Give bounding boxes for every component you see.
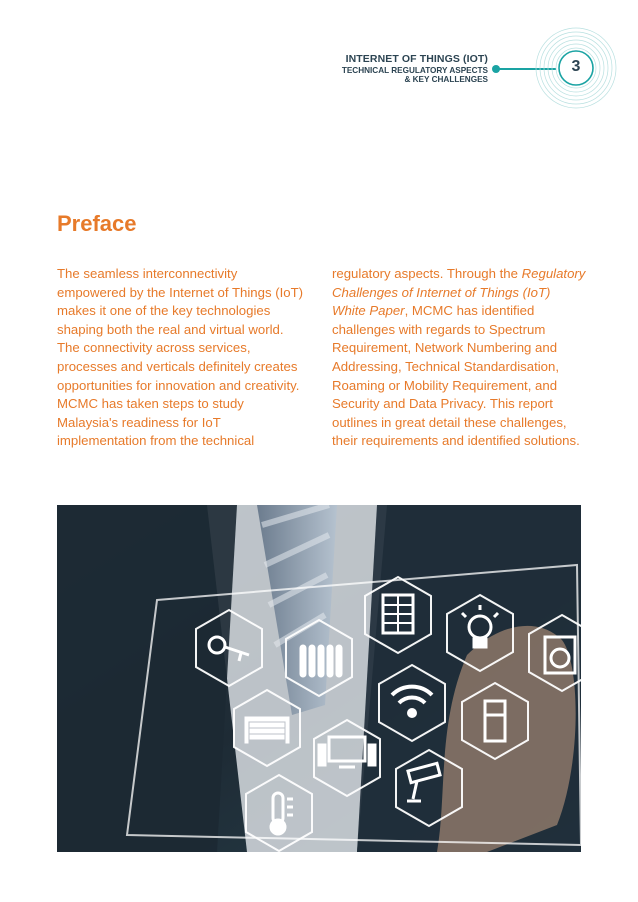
body-column-right	[332, 265, 587, 451]
body-text-left: The seamless interconnectivity empowered by the Internet of Things (IoT) makes it one of the key technologies shaping both the real and virtual world. The connectivity across services, processes and verticals definitely creates opportunities for innovation and creativity. MCMC has taken steps to study Malaysia's readiness for IoT implementation from the technical	[57, 266, 304, 449]
header-subtitle-2: & KEY CHALLENGES	[404, 74, 488, 84]
radiator-icon	[300, 645, 342, 677]
header-connector-dot	[492, 65, 500, 73]
body-text-right-end: , MCMC has identified challenges with regards to Spectrum Requirement, Network Numbering and Addressing, Technical Standardisation, Roaming or Mobility Requirement, and Security and Data Privacy. This report outlines in great detail these challenges, their requirements and identified solutions.	[332, 303, 580, 449]
running-header	[342, 54, 488, 84]
iot-illustration	[57, 505, 581, 852]
garage-door-icon	[245, 717, 289, 743]
iot-photo	[57, 505, 581, 852]
body-text-right-start: regulatory aspects. Through the	[332, 266, 522, 281]
header-title: INTERNET OF THINGS (IOT)	[345, 53, 488, 65]
page-number: 3	[571, 58, 581, 75]
body-column-left	[57, 265, 307, 451]
section-title: Preface	[57, 211, 137, 236]
white-paper-title: Regulatory Challenges of Internet of Things (IoT) White Paper	[332, 266, 586, 319]
header-subtitle: TECHNICAL REGULATORY ASPECTS	[341, 65, 488, 75]
